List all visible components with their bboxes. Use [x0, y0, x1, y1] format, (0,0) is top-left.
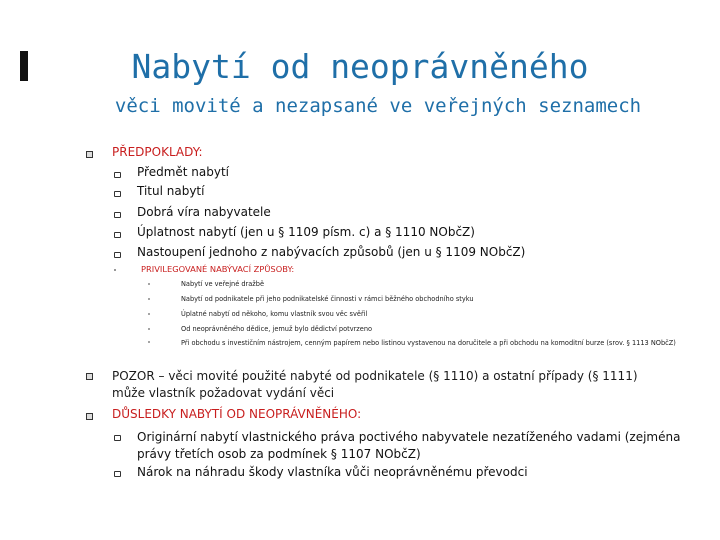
bullet-icon — [114, 212, 121, 218]
section-heading-consequences: DŮSLEDKY NABYTÍ OD NEOPRÁVNĚNÉHO: — [112, 407, 362, 421]
list-item: Úplatnost nabytí (jen u § 1109 písm. c) a § 1110 NObčZ) — [137, 225, 475, 239]
list-item: Předmět nabytí — [137, 165, 230, 179]
section-heading-prerequisites: PŘEDPOKLADY: — [112, 145, 203, 159]
privileged-item: Nabytí ve veřejné dražbě — [181, 280, 265, 288]
bullet-dot-icon — [148, 298, 150, 300]
list-item: Nastoupení jednoho z nabývacích způsobů (jen u § 1109 NObčZ) — [137, 245, 526, 259]
privileged-heading: PRIVILEGOVANÉ NABÝVACÍ ZPŮSOBY: — [141, 264, 295, 274]
slide-subtitle: věci movité a nezapsané ve veřejných seznamech — [114, 95, 642, 117]
bullet-dot-icon — [148, 341, 150, 343]
bullet-icon — [114, 471, 121, 477]
list-item: Nárok na náhradu škody vlastníka vůči neoprávněnému převodci — [137, 465, 528, 479]
bullet-dot-icon — [114, 269, 116, 271]
bullet-square-icon — [86, 151, 93, 158]
slide-title: Nabytí od neoprávněného — [131, 47, 589, 86]
bullet-icon — [114, 252, 121, 258]
privileged-item: Nabytí od podnikatele při jeho podnikatelské činnosti v rámci běžného obchodního styku — [181, 295, 474, 303]
privileged-item: Při obchodu s investičním nástrojem, cenným papírem nebo listinou vystavenou na doručitele a při obchodu na komoditní burze (srov. § 1113 NObčZ) — [181, 339, 676, 347]
privileged-item: Od neoprávněného dědice, jemuž bylo dědictví potvrzeno — [181, 325, 373, 333]
bullet-icon — [114, 172, 121, 178]
bullet-dot-icon — [148, 313, 150, 315]
bullet-dot-icon — [148, 283, 150, 285]
privileged-item: Úplatné nabytí od někoho, komu vlastník svou věc svěřil — [181, 310, 368, 318]
bullet-dot-icon — [148, 328, 150, 330]
bullet-icon — [114, 435, 121, 441]
bullet-square-icon — [86, 373, 93, 380]
list-item: Titul nabytí — [137, 184, 205, 198]
warning-note: POZOR – věci movité použité nabyté od podnikatele (§ 1110) a ostatní případy (§ 1111) může vlastník požadovat vydání věci — [112, 369, 638, 400]
bullet-square-icon — [86, 413, 93, 420]
list-item: Originární nabytí vlastnického práva poctivého nabyvatele nezatíženého vadami (zejména právy třetích osob za podmínek § 1107 NObčZ) — [137, 430, 681, 461]
bullet-icon — [114, 191, 121, 197]
bullet-icon — [114, 232, 121, 238]
list-item: Dobrá víra nabyvatele — [137, 205, 271, 219]
